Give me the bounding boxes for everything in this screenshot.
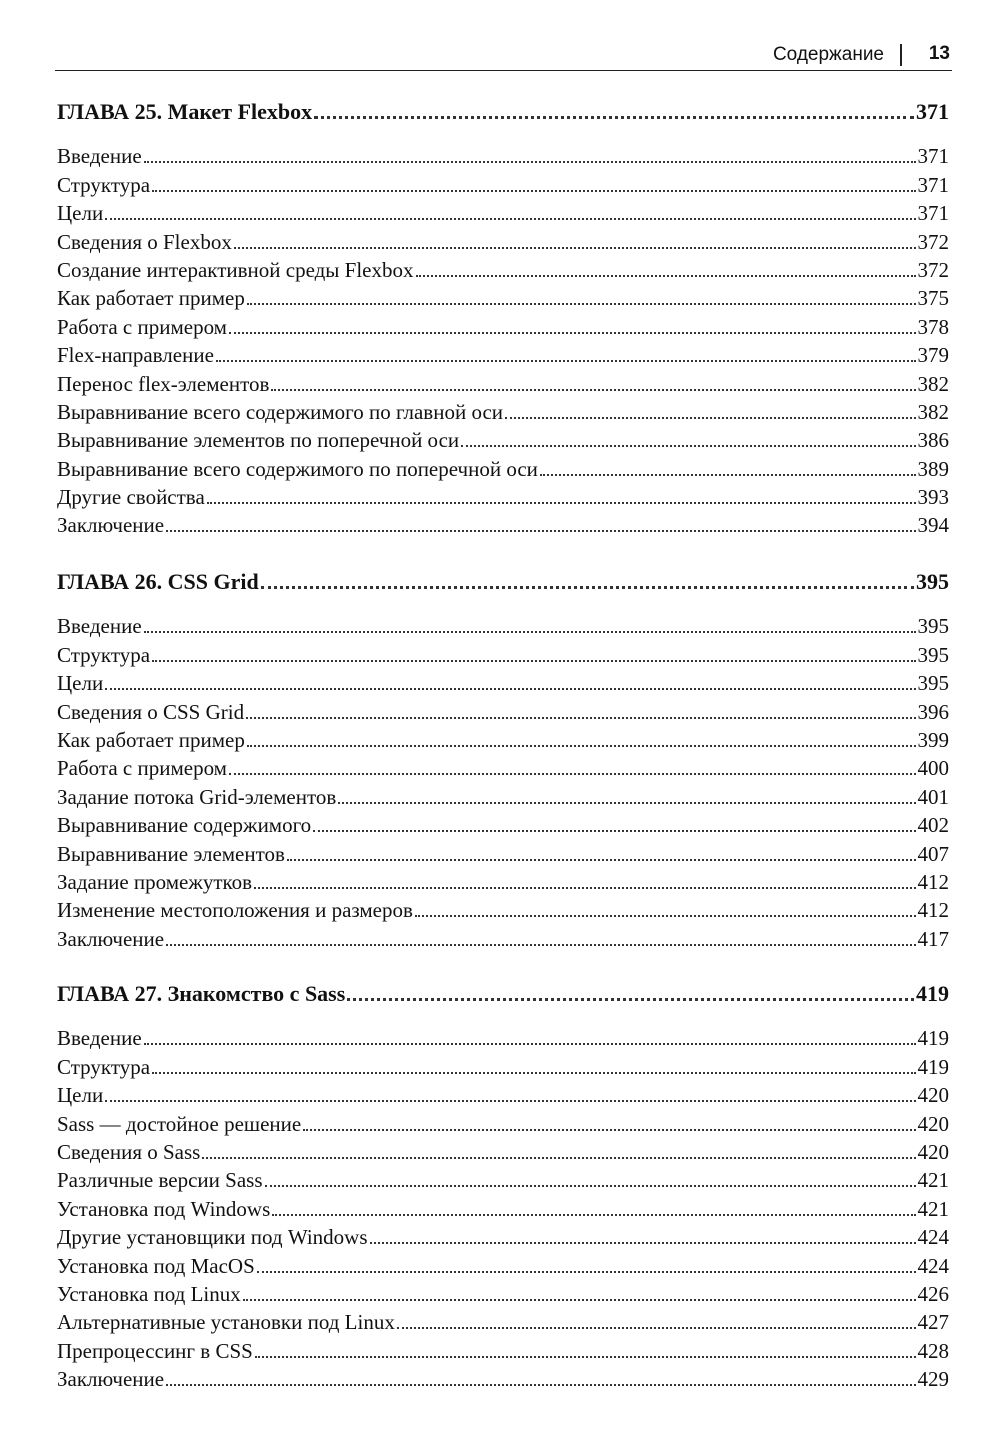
toc-entry-label: Установка под Windows xyxy=(57,1196,271,1221)
toc-entry-page: 402 xyxy=(917,813,949,838)
toc-entry-label: Заключение xyxy=(57,926,165,951)
toc-entry-page: 395 xyxy=(917,614,949,639)
toc-entry-page: 412 xyxy=(917,898,949,923)
toc-entry[interactable] xyxy=(57,724,949,752)
running-header-title: Содержание xyxy=(772,44,884,65)
toc-entry-label: Выравнивание содержимого xyxy=(57,813,312,838)
toc-entry[interactable] xyxy=(57,254,949,282)
chapter-heading[interactable] xyxy=(57,562,949,594)
toc-entry-label: Выравнивание элементов по поперечной оси xyxy=(57,428,460,453)
dot-leader xyxy=(229,772,916,775)
toc-entry[interactable] xyxy=(57,197,949,225)
toc-entry[interactable] xyxy=(57,922,949,950)
toc-entry-page: 389 xyxy=(917,456,949,481)
dot-leader xyxy=(152,189,915,192)
toc-entry-label: Альтернативные установки под Linux xyxy=(57,1310,395,1335)
toc-entry-label: Как работает пример xyxy=(57,727,245,752)
toc-entry-page: 372 xyxy=(917,229,949,254)
toc-entry-page: 371 xyxy=(917,201,949,226)
toc-entry-label: Заключение xyxy=(57,1367,165,1392)
dot-leader xyxy=(243,1298,916,1301)
dot-leader xyxy=(246,716,915,719)
toc-entry-label: Структура xyxy=(57,642,151,667)
toc-entry-page: 395 xyxy=(917,671,949,696)
chapter-section xyxy=(57,974,949,1391)
toc-entry-page: 417 xyxy=(917,926,949,951)
dot-leader xyxy=(314,115,914,119)
toc-entry[interactable] xyxy=(57,367,949,395)
toc-entry-page: 419 xyxy=(917,1054,949,1079)
toc-entry-page: 372 xyxy=(917,257,949,282)
dot-leader xyxy=(229,331,916,334)
dot-leader xyxy=(338,801,915,804)
toc-entry-label: Цели xyxy=(57,201,104,226)
toc-entry[interactable] xyxy=(57,282,949,310)
toc-entry-label: Введение xyxy=(57,1026,142,1051)
toc-entry[interactable] xyxy=(57,1050,949,1078)
dot-leader xyxy=(216,359,916,362)
toc-entry-page: 393 xyxy=(917,485,949,510)
toc-entry-label: Другие установщики под Windows xyxy=(57,1225,368,1250)
dot-leader xyxy=(370,1241,916,1244)
toc-entry-label: ГЛАВА 25. Макет Flexbox xyxy=(57,99,313,124)
toc-entry[interactable] xyxy=(57,638,949,666)
dot-leader xyxy=(287,858,916,861)
dot-leader xyxy=(144,1042,916,1045)
toc-entry[interactable] xyxy=(57,1192,949,1220)
dot-leader xyxy=(166,943,915,946)
dot-leader xyxy=(202,1156,915,1159)
toc-entry-label: ГЛАВА 27. Знакомство с Sass xyxy=(57,981,346,1006)
toc-entry-label: Работа с примером xyxy=(57,756,227,781)
dot-leader xyxy=(255,1355,916,1358)
toc-entry[interactable] xyxy=(57,225,949,253)
running-header xyxy=(55,38,952,71)
toc-entry-page: 424 xyxy=(917,1253,949,1278)
dot-leader xyxy=(234,246,916,249)
toc-entry-page: 371 xyxy=(917,172,949,197)
toc-entry-label: Создание интерактивной среды Flexbox xyxy=(57,257,414,282)
toc-entry-label: Другие свойства xyxy=(57,485,205,510)
toc-entry[interactable] xyxy=(57,667,949,695)
dot-leader xyxy=(397,1326,916,1329)
dot-leader xyxy=(415,914,916,917)
toc-entry-page: 419 xyxy=(917,1026,949,1051)
toc-entry-page: 382 xyxy=(917,371,949,396)
toc-entry-label: Установка под Linux xyxy=(57,1281,241,1306)
toc-entry-page: 429 xyxy=(917,1367,949,1392)
toc-entry-label: Цели xyxy=(57,1083,104,1108)
toc-entry-page: 379 xyxy=(917,343,949,368)
dot-leader xyxy=(303,1128,915,1131)
dot-leader xyxy=(313,829,915,832)
toc-entry[interactable] xyxy=(57,140,949,168)
toc-entry-page: 400 xyxy=(917,756,949,781)
dot-leader xyxy=(271,388,915,391)
dot-leader xyxy=(152,1071,915,1074)
toc-entry-page: 428 xyxy=(917,1338,949,1363)
toc-entry-page: 421 xyxy=(917,1196,949,1221)
dot-leader xyxy=(152,659,915,662)
toc-entry-page: 394 xyxy=(917,513,949,538)
chapter-section xyxy=(57,92,949,537)
dot-leader xyxy=(540,473,916,476)
toc-entry-label: Установка под MacOS xyxy=(57,1253,255,1278)
dot-leader xyxy=(105,1099,915,1102)
toc-entry-page: 420 xyxy=(917,1139,949,1164)
toc-entry[interactable] xyxy=(57,1022,949,1050)
toc-entry[interactable] xyxy=(57,1107,949,1135)
dot-leader xyxy=(257,1270,916,1273)
chapter-heading[interactable] xyxy=(57,974,949,1006)
toc-entry[interactable] xyxy=(57,894,949,922)
toc-entry[interactable] xyxy=(57,780,949,808)
dot-leader xyxy=(247,744,916,747)
toc-entry[interactable] xyxy=(57,752,949,780)
toc-entry-page: 421 xyxy=(917,1168,949,1193)
dot-leader xyxy=(265,1184,916,1187)
toc-entry[interactable] xyxy=(57,168,949,196)
dot-leader xyxy=(105,217,915,220)
dot-leader xyxy=(144,630,916,633)
toc-entry[interactable] xyxy=(57,1136,949,1164)
toc-entry-label: Задание промежутков xyxy=(57,869,253,894)
toc-entry-page: 371 xyxy=(916,99,949,124)
dot-leader xyxy=(416,274,916,277)
toc-entry[interactable] xyxy=(57,1221,949,1249)
toc-entry-page: 420 xyxy=(917,1111,949,1136)
toc-entry-label: Выравнивание элементов xyxy=(57,841,285,866)
toc-entry-page: 375 xyxy=(917,286,949,311)
chapter-heading[interactable] xyxy=(57,92,949,124)
toc-entry[interactable] xyxy=(57,809,949,837)
toc-entry-page: 396 xyxy=(917,699,949,724)
toc-entry[interactable] xyxy=(57,509,949,537)
dot-leader xyxy=(105,687,915,690)
toc-entry-label: Изменение местоположения и размеров xyxy=(57,898,413,923)
toc-entry-label: Сведения о Sass xyxy=(57,1139,201,1164)
toc-entry-label: Выравнивание всего содержимого по поперечной оси xyxy=(57,456,538,481)
toc-entry-page: 399 xyxy=(917,727,949,752)
toc-entry-label: Sass — достойное решение xyxy=(57,1111,302,1136)
toc-entry-label: Введение xyxy=(57,614,142,639)
toc-entry[interactable] xyxy=(57,1278,949,1306)
toc-entry-label: Цели xyxy=(57,671,104,696)
toc-entry[interactable] xyxy=(57,1306,949,1334)
toc-entry-page: 427 xyxy=(917,1310,949,1335)
toc-entry-label: Задание потока Grid-элементов xyxy=(57,784,337,809)
toc-entry[interactable] xyxy=(57,1334,949,1362)
toc-entry[interactable] xyxy=(57,424,949,452)
toc-entry[interactable] xyxy=(57,610,949,638)
toc-entry-label: Заключение xyxy=(57,513,165,538)
toc-entry[interactable] xyxy=(57,1164,949,1192)
toc-entry-label: Как работает пример xyxy=(57,286,245,311)
dot-leader xyxy=(254,886,915,889)
toc-entry-label: Работа с примером xyxy=(57,314,227,339)
toc-entry[interactable] xyxy=(57,310,949,338)
toc-entry-label: Структура xyxy=(57,1054,151,1079)
toc-entry-page: 426 xyxy=(917,1281,949,1306)
toc-entry[interactable] xyxy=(57,1249,949,1277)
toc-entry-label: Выравнивание всего содержимого по главной оси xyxy=(57,399,504,424)
toc-entry[interactable] xyxy=(57,481,949,509)
toc-entry-page: 386 xyxy=(917,428,949,453)
header-divider xyxy=(900,44,902,66)
toc-entry-label: Flex-направление xyxy=(57,343,214,368)
dot-leader xyxy=(144,160,916,163)
toc-entry[interactable] xyxy=(57,1079,949,1107)
toc-entry-page: 395 xyxy=(916,569,949,594)
toc-entry-page: 382 xyxy=(917,399,949,424)
toc-entry[interactable] xyxy=(57,866,949,894)
toc-entry-label: Перенос flex-элементов xyxy=(57,371,270,396)
toc-entry-page: 407 xyxy=(917,841,949,866)
dot-leader xyxy=(166,1383,915,1386)
toc-entry[interactable] xyxy=(57,452,949,480)
toc-entry-page: 412 xyxy=(917,869,949,894)
dot-leader xyxy=(347,997,914,1001)
dot-leader xyxy=(247,302,916,305)
dot-leader xyxy=(505,416,915,419)
dot-leader xyxy=(461,444,915,447)
toc-entry[interactable] xyxy=(57,695,949,723)
toc-entry-label: Препроцессинг в CSS xyxy=(57,1338,253,1363)
toc-entry[interactable] xyxy=(57,396,949,424)
toc-entry-page: 395 xyxy=(917,642,949,667)
toc-entry-label: Сведения о CSS Grid xyxy=(57,699,245,724)
dot-leader xyxy=(207,501,916,504)
page-number: 13 xyxy=(928,43,950,64)
toc-entry-page: 378 xyxy=(917,314,949,339)
chapter-section xyxy=(57,562,949,951)
toc-entry-page: 371 xyxy=(917,144,949,169)
dot-leader xyxy=(272,1213,915,1216)
toc-entry-label: Сведения о Flexbox xyxy=(57,229,232,254)
dot-leader xyxy=(261,585,914,589)
toc-entry[interactable] xyxy=(57,837,949,865)
toc-entry-label: Введение xyxy=(57,144,142,169)
toc-entry-page: 420 xyxy=(917,1083,949,1108)
toc-entry-page: 424 xyxy=(917,1225,949,1250)
toc-entry[interactable] xyxy=(57,339,949,367)
toc-entry-page: 419 xyxy=(916,981,949,1006)
toc-entry-page: 401 xyxy=(917,784,949,809)
toc-entry-label: ГЛАВА 26. CSS Grid xyxy=(57,569,259,594)
dot-leader xyxy=(166,529,915,532)
toc-entry-label: Различные версии Sass xyxy=(57,1168,263,1193)
toc-entry-label: Структура xyxy=(57,172,151,197)
toc-entry[interactable] xyxy=(57,1363,949,1391)
